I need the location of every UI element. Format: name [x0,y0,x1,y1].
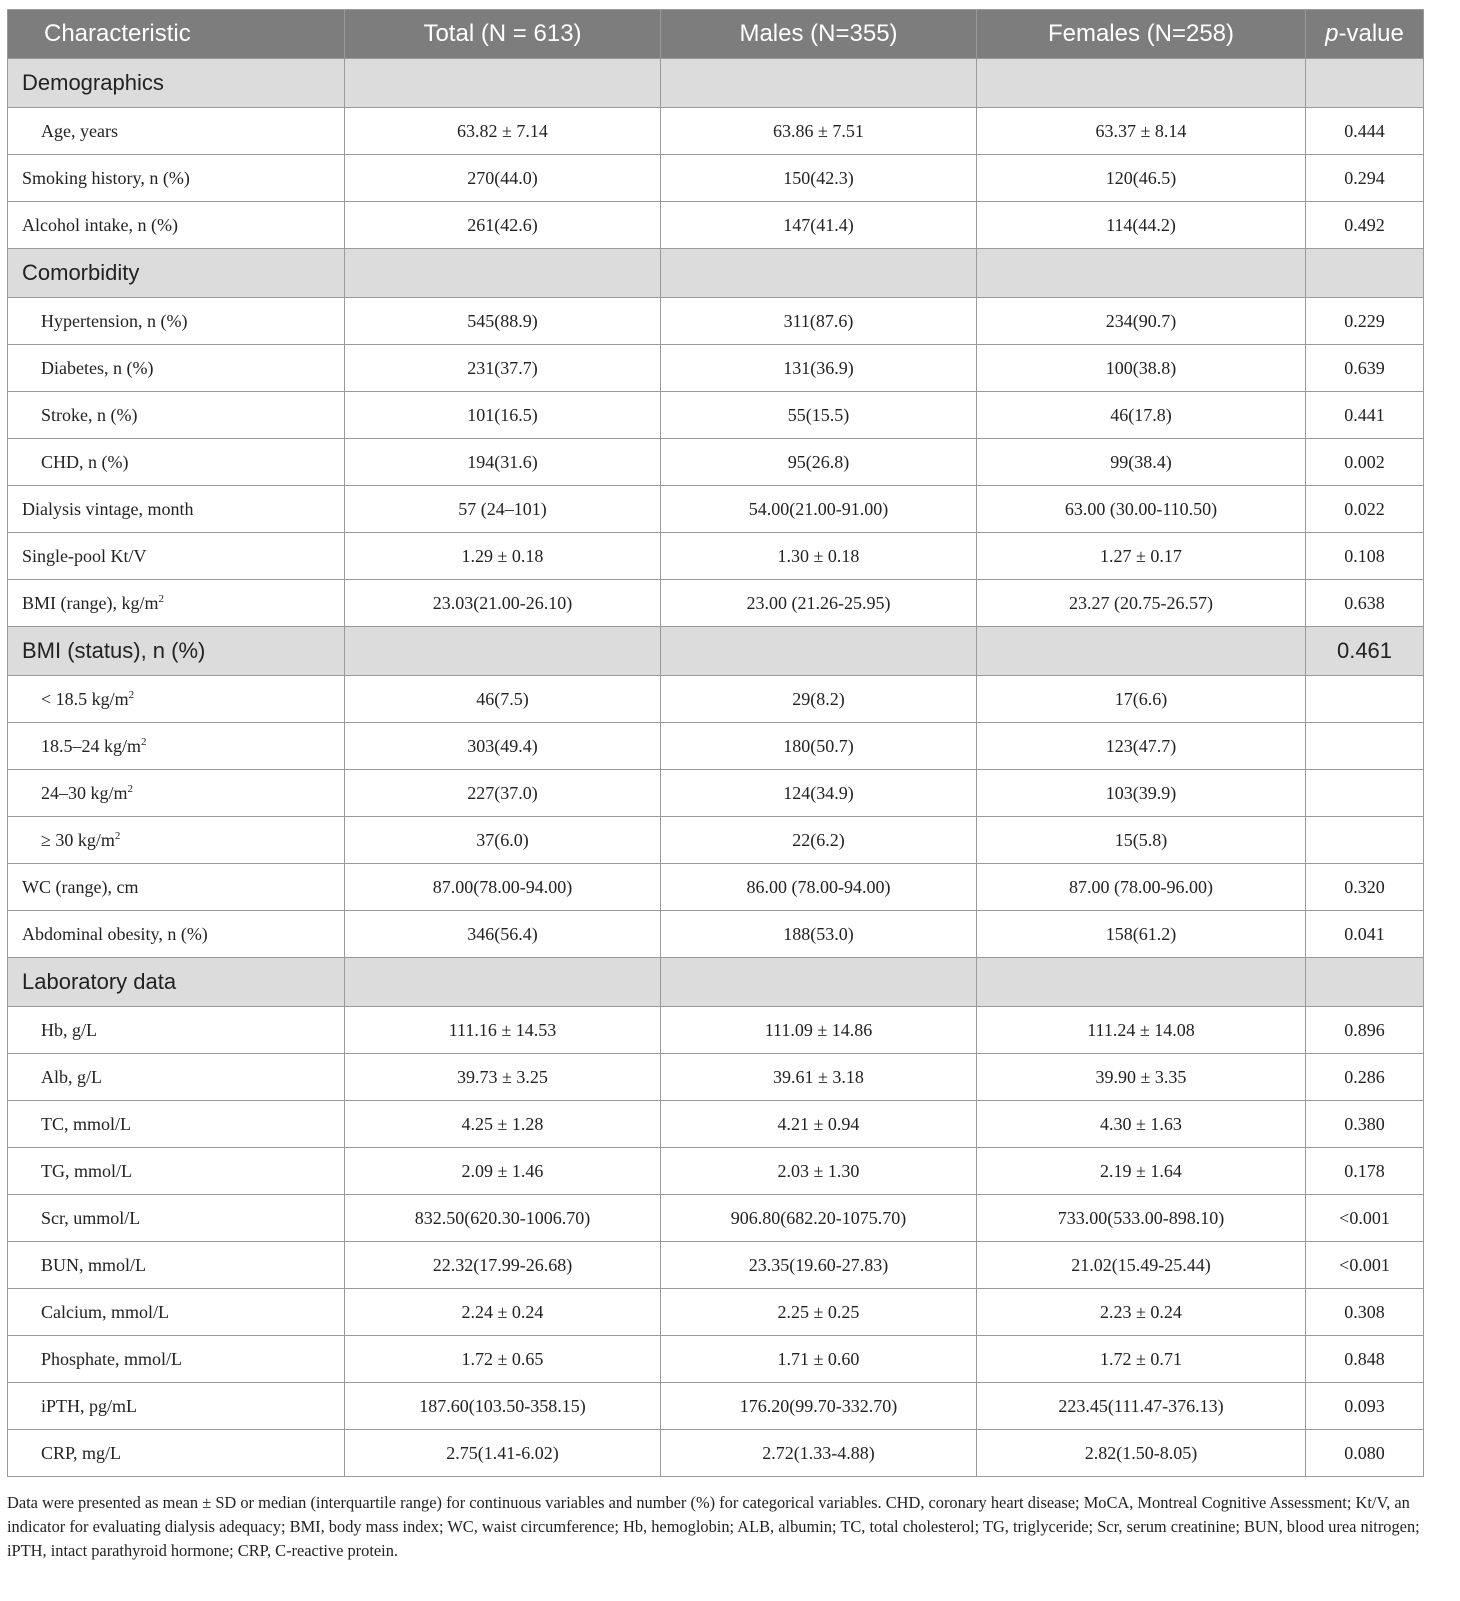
cell-females [977,249,1306,298]
row-label [8,817,345,864]
cell-males: 111.09 ± 14.86 [661,1007,977,1054]
cell-p-value [1306,723,1424,770]
row-label-text: Laboratory data [22,969,177,994]
table-row [8,1289,1424,1336]
cell-females: 100(38.8) [977,345,1306,392]
row-label-text: Comorbidity [22,260,140,285]
cell-females: 4.30 ± 1.63 [977,1101,1306,1148]
cell-females: 17(6.6) [977,676,1306,723]
table-row [8,202,1424,249]
cell-total: 194(31.6) [345,439,661,486]
table-row [8,580,1424,627]
cell-males: 55(15.5) [661,392,977,439]
cell-p-value: <0.001 [1306,1242,1424,1289]
row-label-text: CRP, mg/L [41,1442,122,1463]
cell-p-value: 0.638 [1306,580,1424,627]
row-label-text: 24–30 kg/m [41,782,128,803]
row-label [8,1430,345,1477]
cell-total: 63.82 ± 7.14 [345,108,661,155]
cell-p-value: 0.896 [1306,1007,1424,1054]
cell-total: 46(7.5) [345,676,661,723]
section-label [8,627,345,676]
table-row [8,723,1424,770]
header-p-value-text: p-value [1325,20,1404,47]
cell-total: 37(6.0) [345,817,661,864]
table-row [8,770,1424,817]
cell-total [345,627,661,676]
cell-p-value [1306,770,1424,817]
cell-females [977,958,1306,1007]
row-label-text: Scr, ummol/L [41,1207,141,1228]
row-label [8,770,345,817]
table-row [8,864,1424,911]
section-row [8,627,1424,676]
row-label-text: Dialysis vintage, month [22,498,194,519]
row-label [8,1383,345,1430]
header-characteristic: Characteristic [8,10,345,59]
cell-p-value [1306,59,1424,108]
row-label [8,723,345,770]
cell-males [661,59,977,108]
cell-p-value: 0.461 [1306,627,1424,676]
cell-males: 1.30 ± 0.18 [661,533,977,580]
cell-females: 111.24 ± 14.08 [977,1007,1306,1054]
cell-females: 39.90 ± 3.35 [977,1054,1306,1101]
table-row [8,911,1424,958]
cell-total [345,958,661,1007]
table-row [8,345,1424,392]
cell-males: 131(36.9) [661,345,977,392]
row-label-text: Hypertension, n (%) [41,310,188,331]
row-label-text: Calcium, mmol/L [41,1301,169,1322]
cell-p-value [1306,817,1424,864]
cell-males [661,249,977,298]
cell-total: 2.75(1.41-6.02) [345,1430,661,1477]
cell-total: 57 (24–101) [345,486,661,533]
table-footnote: Data were presented as mean ± SD or median (interquartile range) for continuous variables and number (%) for categorical variables. CHD, coronary heart disease; MoCA, Montreal Cognitive Assessment; Kt/V, an indicator for evaluating dialysis adequacy; BMI, body mass index; WC, waist circumference; Hb, hemoglobin; ALB, albumin; TC, total cholesterol; TG, triglyceride; Scr, serum creatinine; BUN, blood urea nitrogen; iPTH, intact parathyroid hormone; CRP, C-reactive protein. [7,1493,1420,1560]
header-total: Total (N = 613) [345,10,661,59]
row-label-text: Single-pool Kt/V [22,545,147,566]
superscript: 2 [158,592,164,605]
cell-females: 114(44.2) [977,202,1306,249]
cell-males: 2.03 ± 1.30 [661,1148,977,1195]
cell-total: 231(37.7) [345,345,661,392]
row-label-text: Smoking history, n (%) [22,167,190,188]
cell-males: 311(87.6) [661,298,977,345]
table-row [8,155,1424,202]
cell-p-value: 0.320 [1306,864,1424,911]
section-row [8,249,1424,298]
row-label [8,345,345,392]
cell-males: 86.00 (78.00-94.00) [661,864,977,911]
cell-total: 1.72 ± 0.65 [345,1336,661,1383]
cell-total: 2.24 ± 0.24 [345,1289,661,1336]
cell-p-value: 0.441 [1306,392,1424,439]
cell-males: 906.80(682.20-1075.70) [661,1195,977,1242]
row-label-text: < 18.5 kg/m [41,688,129,709]
table-body [8,59,1424,1477]
row-label [8,1289,345,1336]
row-label-text: TC, mmol/L [41,1113,131,1134]
cell-total: 87.00(78.00-94.00) [345,864,661,911]
cell-p-value: <0.001 [1306,1195,1424,1242]
section-label [8,249,345,298]
superscript: 2 [114,829,121,842]
row-label-text: ≥ 30 kg/m [41,829,115,850]
cell-p-value: 0.444 [1306,108,1424,155]
cell-p-value: 0.492 [1306,202,1424,249]
cell-total: 303(49.4) [345,723,661,770]
row-label-text: WC (range), cm [22,876,139,897]
table-row [8,1054,1424,1101]
cell-females: 87.00 (78.00-96.00) [977,864,1306,911]
table-row [8,108,1424,155]
cell-total: 22.32(17.99-26.68) [345,1242,661,1289]
cell-total: 111.16 ± 14.53 [345,1007,661,1054]
cell-females: 15(5.8) [977,817,1306,864]
table-row [8,1148,1424,1195]
header-p-value [1306,10,1424,59]
cell-total [345,59,661,108]
row-label [8,298,345,345]
superscript: 2 [141,735,147,748]
cell-females: 2.82(1.50-8.05) [977,1430,1306,1477]
cell-males: 188(53.0) [661,911,977,958]
table-row [8,676,1424,723]
section-label [8,59,345,108]
table-header [8,10,1424,59]
cell-total: 2.09 ± 1.46 [345,1148,661,1195]
cell-females: 120(46.5) [977,155,1306,202]
cell-females: 103(39.9) [977,770,1306,817]
row-label [8,580,345,627]
cell-females: 223.45(111.47-376.13) [977,1383,1306,1430]
cell-total [345,249,661,298]
table-row [8,1195,1424,1242]
cell-males: 150(42.3) [661,155,977,202]
cell-males: 23.00 (21.26-25.95) [661,580,977,627]
row-label-text: Abdominal obesity, n (%) [22,923,208,944]
row-label [8,1148,345,1195]
cell-females: 63.00 (30.00-110.50) [977,486,1306,533]
row-label [8,486,345,533]
row-label [8,439,345,486]
section-row [8,59,1424,108]
cell-females: 99(38.4) [977,439,1306,486]
row-label-text: TG, mmol/L [41,1160,132,1181]
row-label [8,202,345,249]
cell-p-value: 0.380 [1306,1101,1424,1148]
cell-p-value: 0.178 [1306,1148,1424,1195]
table-row [8,1242,1424,1289]
table-row [8,1383,1424,1430]
cell-total: 23.03(21.00-26.10) [345,580,661,627]
row-label-text: Phosphate, mmol/L [41,1348,182,1369]
cell-females: 1.72 ± 0.71 [977,1336,1306,1383]
cell-males: 23.35(19.60-27.83) [661,1242,977,1289]
cell-total: 346(56.4) [345,911,661,958]
cell-females: 21.02(15.49-25.44) [977,1242,1306,1289]
row-label [8,392,345,439]
table-row [8,298,1424,345]
cell-females [977,627,1306,676]
row-label-text: BMI (range), kg/m [22,592,159,613]
cell-females: 1.27 ± 0.17 [977,533,1306,580]
cell-p-value: 0.041 [1306,911,1424,958]
row-label-text: Hb, g/L [41,1019,97,1040]
superscript: 2 [127,782,134,795]
table-row [8,1430,1424,1477]
row-label [8,1054,345,1101]
row-label [8,864,345,911]
row-label [8,1336,345,1383]
cell-p-value [1306,249,1424,298]
cell-females: 733.00(533.00-898.10) [977,1195,1306,1242]
row-label-text: Demographics [22,70,164,95]
characteristics-table [7,9,1424,1477]
cell-p-value: 0.108 [1306,533,1424,580]
cell-males: 176.20(99.70-332.70) [661,1383,977,1430]
cell-total: 1.29 ± 0.18 [345,533,661,580]
table-row [8,1101,1424,1148]
cell-females: 2.23 ± 0.24 [977,1289,1306,1336]
row-label [8,1195,345,1242]
cell-total: 4.25 ± 1.28 [345,1101,661,1148]
section-row [8,958,1424,1007]
cell-p-value: 0.308 [1306,1289,1424,1336]
cell-males: 22(6.2) [661,817,977,864]
cell-males [661,958,977,1007]
cell-total: 101(16.5) [345,392,661,439]
cell-total: 832.50(620.30-1006.70) [345,1195,661,1242]
row-label-text: Stroke, n (%) [41,404,138,425]
cell-p-value: 0.093 [1306,1383,1424,1430]
cell-males: 2.25 ± 0.25 [661,1289,977,1336]
cell-p-value: 0.286 [1306,1054,1424,1101]
cell-males: 180(50.7) [661,723,977,770]
row-label-text: BUN, mmol/L [41,1254,147,1275]
table-row [8,439,1424,486]
row-label-text: Diabetes, n (%) [41,357,154,378]
row-label [8,533,345,580]
header-females: Females (N=258) [977,10,1306,59]
cell-p-value: 0.848 [1306,1336,1424,1383]
cell-p-value: 0.002 [1306,439,1424,486]
section-label [8,958,345,1007]
row-label-text: iPTH, pg/mL [41,1395,138,1416]
row-label-text: CHD, n (%) [41,451,129,472]
row-label-text: BMI (status), n (%) [22,638,206,663]
cell-p-value [1306,676,1424,723]
cell-females: 2.19 ± 1.64 [977,1148,1306,1195]
superscript: 2 [128,688,135,701]
row-label-text: 18.5–24 kg/m [41,735,142,756]
header-row [8,10,1424,59]
cell-females [977,59,1306,108]
cell-total: 270(44.0) [345,155,661,202]
row-label [8,155,345,202]
cell-total: 545(88.9) [345,298,661,345]
cell-males: 4.21 ± 0.94 [661,1101,977,1148]
cell-total: 227(37.0) [345,770,661,817]
row-label-text: Age, years [41,120,118,141]
header-males: Males (N=355) [661,10,977,59]
cell-females: 63.37 ± 8.14 [977,108,1306,155]
table-row [8,1007,1424,1054]
cell-p-value: 0.294 [1306,155,1424,202]
row-label [8,108,345,155]
cell-males: 2.72(1.33-4.88) [661,1430,977,1477]
cell-males: 39.61 ± 3.18 [661,1054,977,1101]
cell-females: 46(17.8) [977,392,1306,439]
cell-females: 158(61.2) [977,911,1306,958]
table-row [8,392,1424,439]
cell-males: 147(41.4) [661,202,977,249]
row-label [8,1101,345,1148]
row-label [8,1007,345,1054]
table-row [8,817,1424,864]
cell-males: 29(8.2) [661,676,977,723]
cell-males: 1.71 ± 0.60 [661,1336,977,1383]
cell-females: 234(90.7) [977,298,1306,345]
cell-p-value: 0.229 [1306,298,1424,345]
row-label-text: Alcohol intake, n (%) [22,214,178,235]
cell-males: 95(26.8) [661,439,977,486]
row-label [8,911,345,958]
table-row [8,1336,1424,1383]
cell-total: 187.60(103.50-358.15) [345,1383,661,1430]
row-label [8,1242,345,1289]
table-row [8,486,1424,533]
cell-p-value: 0.080 [1306,1430,1424,1477]
cell-p-value: 0.639 [1306,345,1424,392]
cell-total: 261(42.6) [345,202,661,249]
cell-males: 63.86 ± 7.51 [661,108,977,155]
table-row [8,533,1424,580]
row-label [8,676,345,723]
cell-males: 54.00(21.00-91.00) [661,486,977,533]
cell-males [661,627,977,676]
cell-females: 23.27 (20.75-26.57) [977,580,1306,627]
cell-p-value: 0.022 [1306,486,1424,533]
cell-p-value [1306,958,1424,1007]
cell-total: 39.73 ± 3.25 [345,1054,661,1101]
cell-females: 123(47.7) [977,723,1306,770]
row-label-text: Alb, g/L [41,1066,102,1087]
cell-males: 124(34.9) [661,770,977,817]
